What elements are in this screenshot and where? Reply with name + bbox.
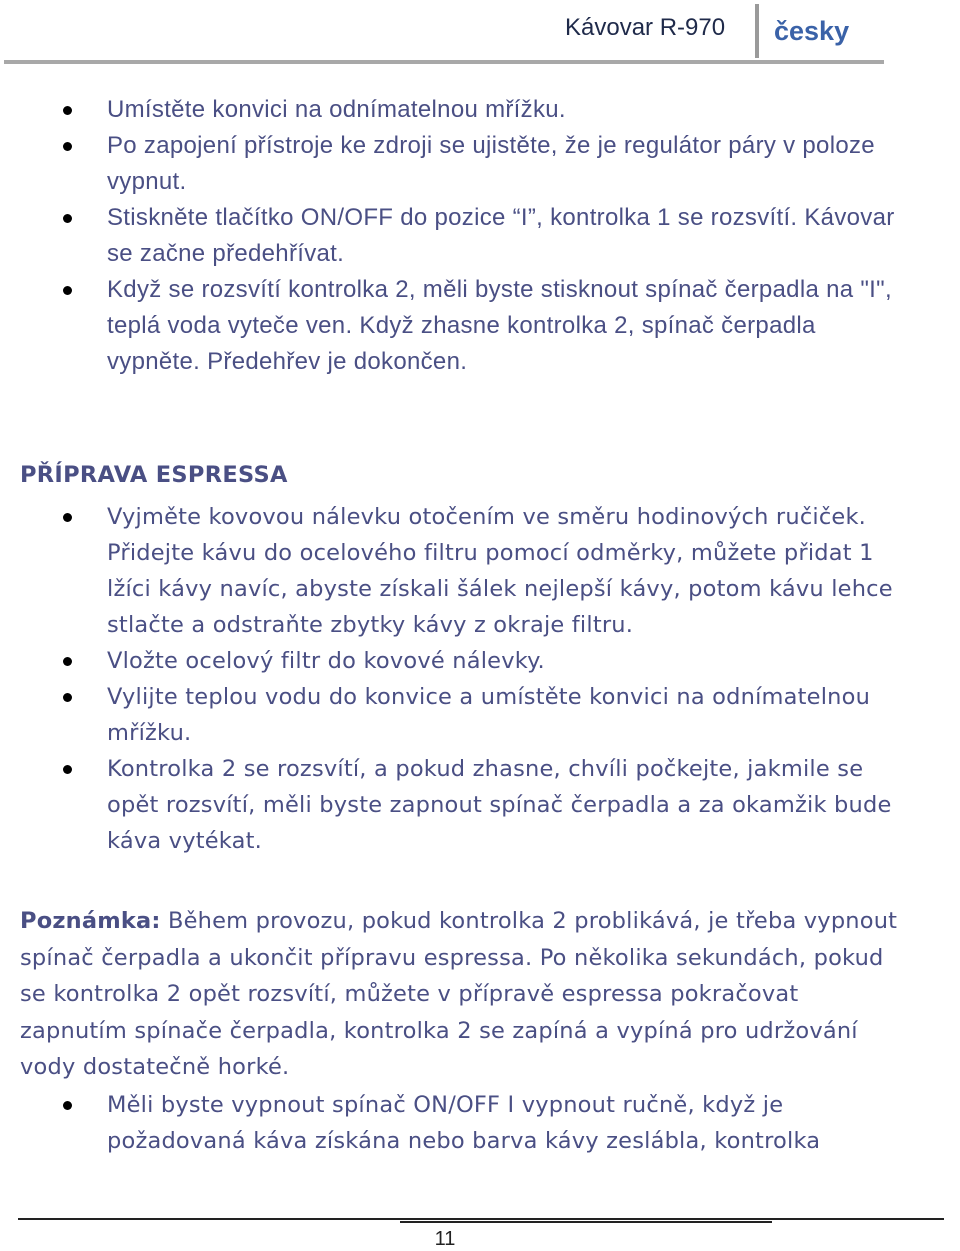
header-title: Kávovar R-970 [565, 14, 726, 41]
header-rule [4, 60, 884, 64]
final-list [0, 1087, 900, 1159]
list-item: Stiskněte tlačítko ON/OFF do pozice “I”, kontrolka 1 se rozsvítí. Kávovar se začne předehřívat. [0, 200, 900, 272]
page-number: 11 [434, 1228, 456, 1250]
list-item: Měli byste vypnout spínač ON/OFF I vypnout ručně, když je požadovaná káva získána nebo barva kávy zeslábla, kontrolka [0, 1087, 900, 1159]
list-item: Když se rozsvítí kontrolka 2, měli byste stisknout spínač čerpadla na "I", teplá voda vyteče ven. Když zhasne kontrolka 2, spínač čerpadla vypněte. Předehřev je dokončen. [0, 272, 900, 380]
header-language: česky [774, 16, 850, 46]
section-heading: PŘÍPRAVA ESPRESSA [20, 462, 288, 488]
list-item: Kontrolka 2 se rozsvítí, a pokud zhasne, chvíli počkejte, jakmile se opět rozsvítí, měli byste zapnout spínač čerpadla a za okamžik bude káva vytékat. [0, 751, 900, 859]
footer-rule [18, 1218, 944, 1220]
list-item: Vyjměte kovovou nálevku otočením ve směru hodinových ručiček. Přidejte kávu do ocelového filtru pomocí odměrky, můžete přidat 1 lžíci kávy navíc, abyste získali šálek nejlepší kávy, potom kávu lehce stlačte a odstraňte zbytky kávy z okraje filtru. [0, 499, 900, 643]
note-paragraph [20, 903, 900, 1086]
note-text: Během provozu, pokud kontrolka 2 problikává, je třeba vypnout spínač čerpadla a ukončit přípravu espressa. Po několika sekundách, pokud se kontrolka 2 opět rozsvítí, můžete v přípravě espressa pokračovat zapnutím spínače čerpadla, kontrolka 2 se zapíná a vypíná pro udržování vody dostatečně horké. [20, 908, 898, 1080]
page-header [0, 0, 960, 64]
footer-rule-accent [400, 1221, 772, 1223]
note-label: Poznámka: [20, 908, 161, 934]
list-item: Vylijte teplou vodu do konvice a umístěte konvici na odnímatelnou mřížku. [0, 679, 900, 751]
preheat-list [0, 92, 900, 380]
espresso-list [0, 499, 900, 859]
list-item: Vložte ocelový filtr do kovové nálevky. [0, 643, 900, 679]
list-item: Umístěte konvici na odnímatelnou mřížku. [0, 92, 900, 128]
list-item: Po zapojení přístroje ke zdroji se ujistěte, že je regulátor páry v poloze vypnut. [0, 128, 900, 200]
header-separator [755, 4, 759, 58]
